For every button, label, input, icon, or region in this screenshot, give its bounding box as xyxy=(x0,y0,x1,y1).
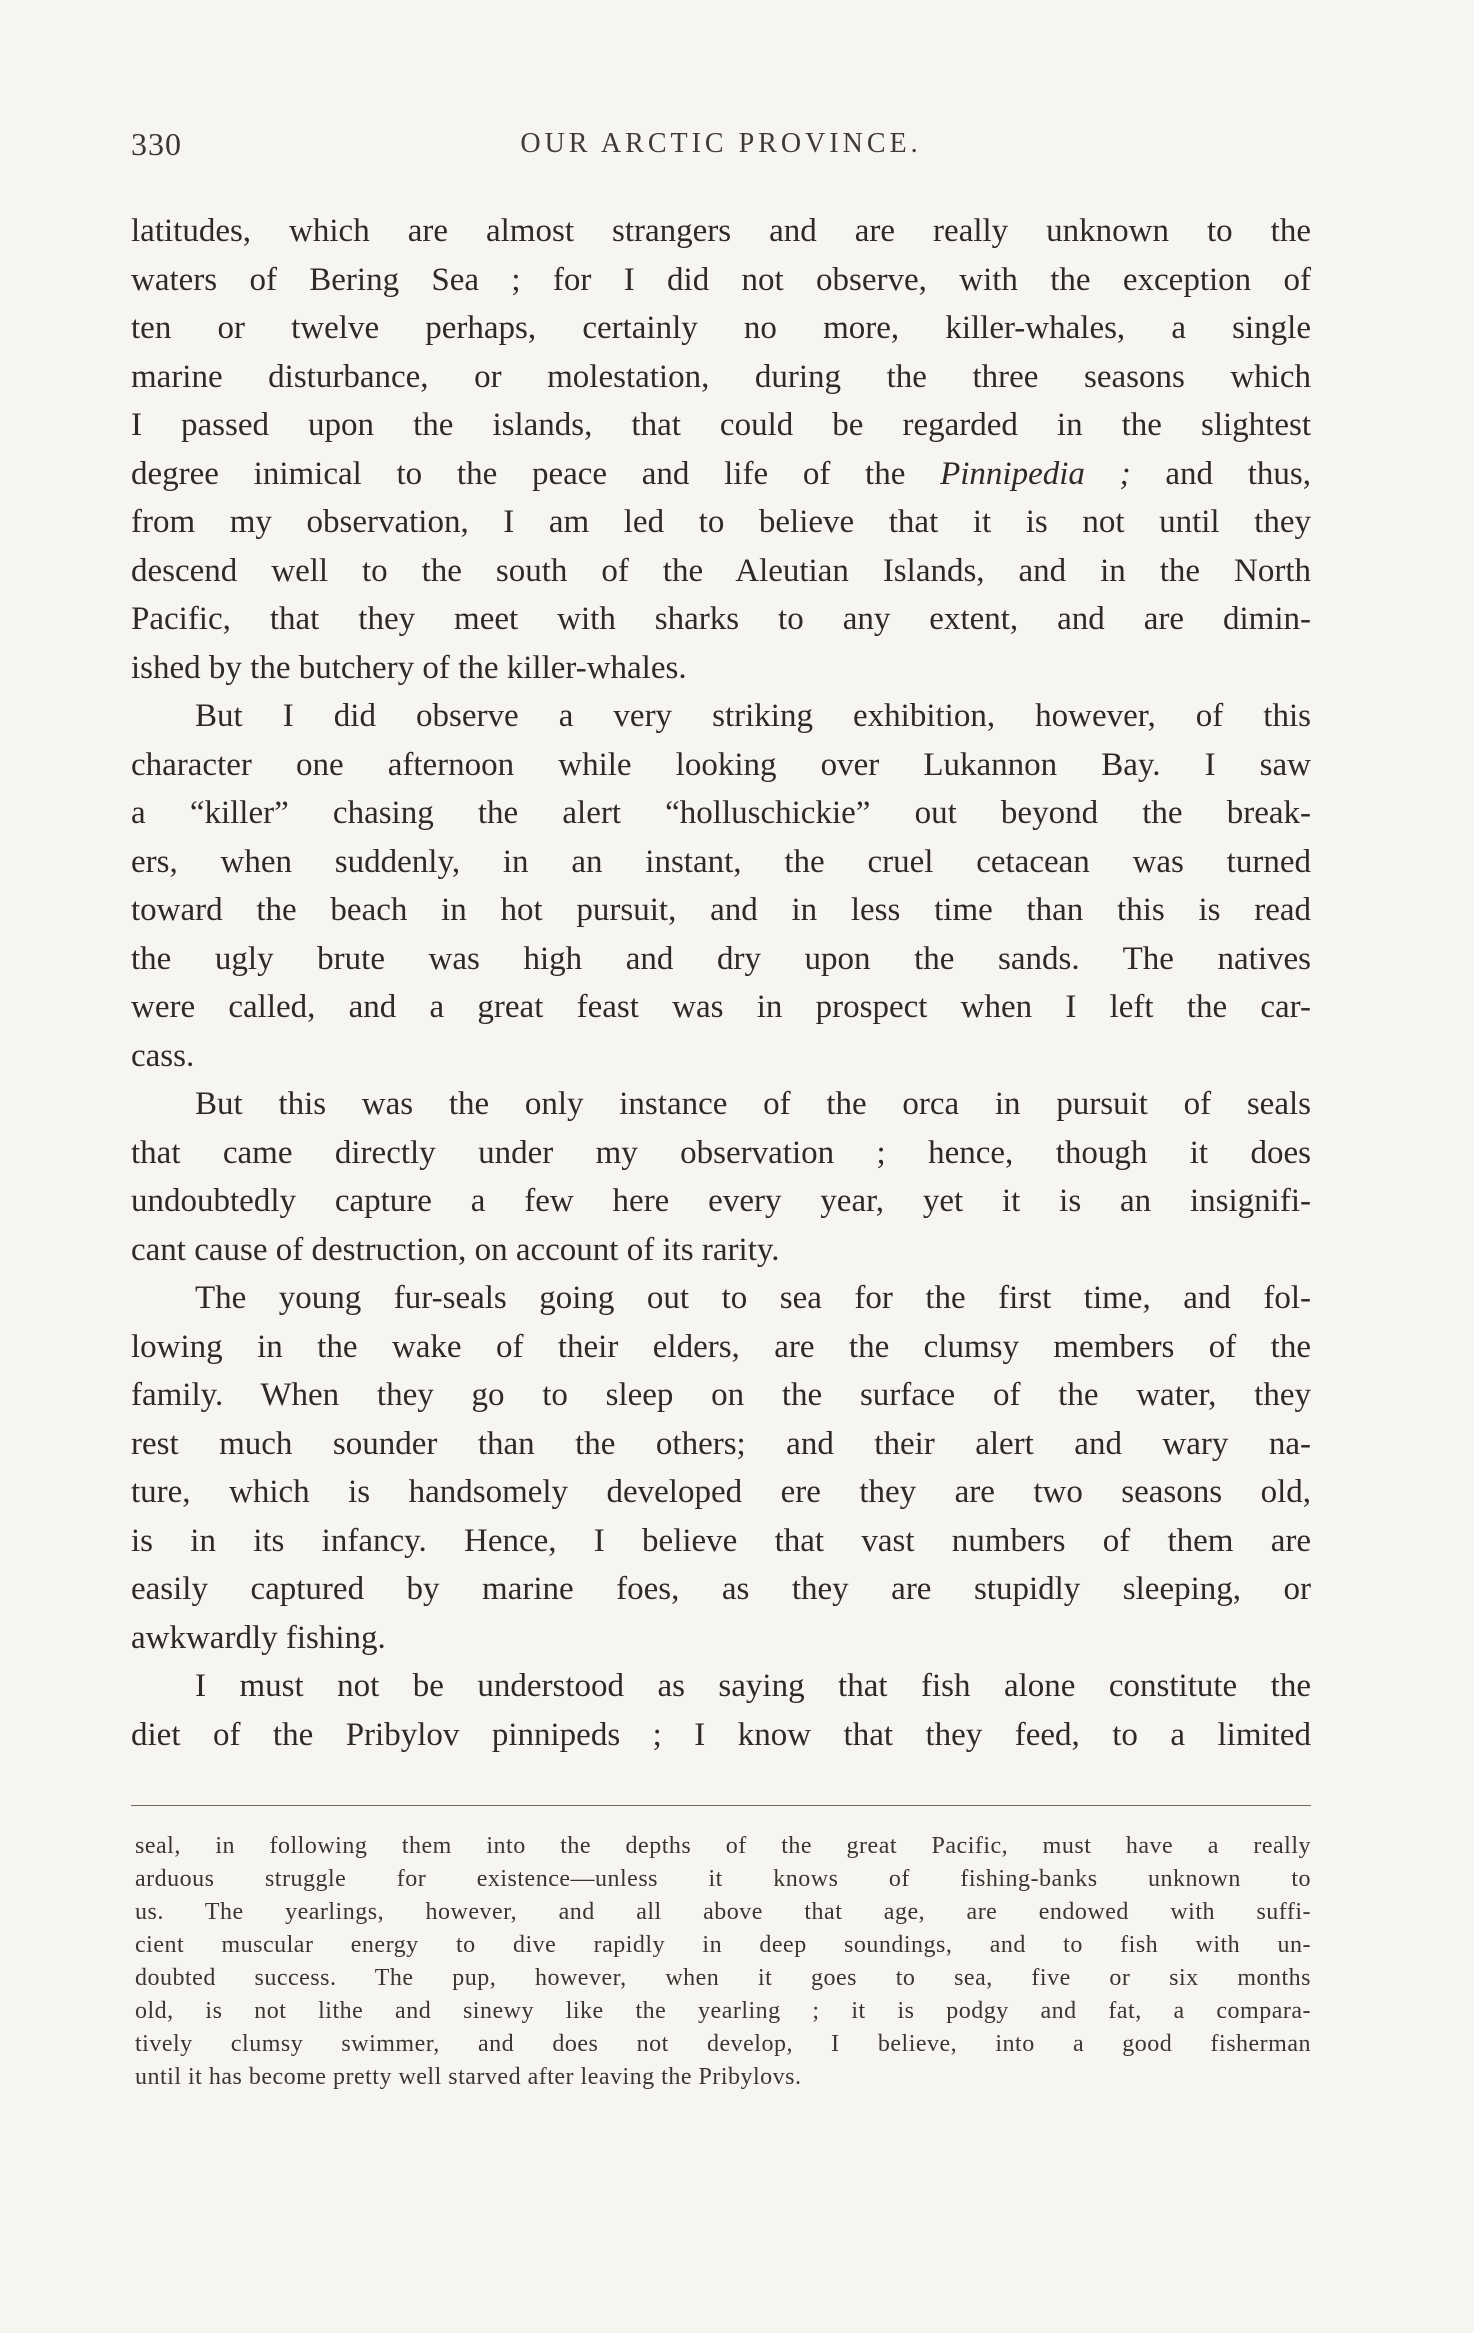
page-header xyxy=(131,126,1311,178)
text-line: is in its infancy. Hence, I believe that vast numbers of them are xyxy=(131,1522,1311,1559)
footnote-line: seal, in following them into the depths of the great Pacific, must have a really xyxy=(135,1833,1311,1859)
text-segment: and thus, xyxy=(1165,455,1311,492)
text-line: the ugly brute was high and dry upon the sands. The natives xyxy=(131,940,1311,977)
text-line: Pacific, that they meet with sharks to any extent, and are dimin- xyxy=(131,601,1311,637)
footnote-line: us. The yearlings, however, and all above that age, are endowed with suffi- xyxy=(135,1899,1311,1925)
text-line-with-italic xyxy=(131,450,1311,499)
paragraph-start: But I did observe a very striking exhibition, however, of this xyxy=(195,698,1311,734)
footnote-line: arduous struggle for existence—unless it knows of fishing-banks unknown to xyxy=(135,1866,1311,1892)
text-segment: degree inimical to the peace and life of the xyxy=(131,455,906,492)
text-line: easily captured by marine foes, as they are stupidly sleeping, or xyxy=(131,1571,1311,1607)
text-line: ture, which is handsomely developed ere they are two seasons old, xyxy=(131,1474,1311,1510)
text-line: undoubtedly capture a few here every year, yet it is an insignifi- xyxy=(131,1183,1311,1219)
text-line: lowing in the wake of their elders, are the clumsy members of the xyxy=(131,1328,1311,1365)
text-line: character one afternoon while looking over Lukannon Bay. I saw xyxy=(131,746,1311,783)
footnote-line: old, is not lithe and sinewy like the yearling ; it is podgy and fat, a compara- xyxy=(135,1998,1311,2024)
footnote-line: doubted success. The pup, however, when it goes to sea, five or six months xyxy=(135,1965,1311,1991)
footnote xyxy=(135,1830,1311,2094)
footnote-divider xyxy=(131,1805,1311,1806)
paragraph-start: The young fur-seals going out to sea for the first time, and fol- xyxy=(195,1280,1311,1316)
paragraph-start: I must not be understood as saying that fish alone constitute the xyxy=(195,1668,1311,1704)
text-line: I passed upon the islands, that could be regarded in the slightest xyxy=(131,407,1311,443)
text-line: awkwardly fishing. xyxy=(131,1619,386,1656)
text-line: rest much sounder than the others; and their alert and wary na- xyxy=(131,1425,1311,1462)
body-text xyxy=(131,207,1311,1759)
text-line: a “killer” chasing the alert “holluschickie” out beyond the break- xyxy=(131,795,1311,831)
footnote-line: cient muscular energy to dive rapidly in deep soundings, and to fish with un- xyxy=(135,1932,1311,1958)
text-line: latitudes, which are almost strangers and are really unknown to the xyxy=(131,213,1311,249)
text-line: cant cause of destruction, on account of its rarity. xyxy=(131,1231,780,1268)
text-line: from my observation, I am led to believe that it is not until they xyxy=(131,504,1311,540)
text-line: were called, and a great feast was in prospect when I left the car- xyxy=(131,989,1311,1025)
italic-term: Pinnipedia ; xyxy=(940,455,1131,492)
running-head: OUR ARCTIC PROVINCE. xyxy=(520,128,922,159)
text-line: marine disturbance, or molestation, during the three seasons which xyxy=(131,358,1311,395)
footnote-line: tively clumsy swimmer, and does not develop, I believe, into a good fisherman xyxy=(135,2031,1311,2057)
text-line: that came directly under my observation ; hence, though it does xyxy=(131,1134,1311,1171)
text-line: ished by the butchery of the killer-whales. xyxy=(131,649,687,686)
text-line: cass. xyxy=(131,1037,195,1074)
text-line: descend well to the south of the Aleutian Islands, and in the North xyxy=(131,552,1311,589)
text-line: family. When they go to sleep on the surface of the water, they xyxy=(131,1377,1311,1413)
footnote-line: until it has become pretty well starved after leaving the Pribylovs. xyxy=(135,2064,802,2090)
paragraph-start: But this was the only instance of the orca in pursuit of seals xyxy=(195,1086,1311,1122)
text-line: ten or twelve perhaps, certainly no more, killer-whales, a single xyxy=(131,310,1311,346)
text-line: ers, when suddenly, in an instant, the cruel cetacean was turned xyxy=(131,843,1311,880)
text-line: diet of the Pribylov pinnipeds ; I know that they feed, to a limited xyxy=(131,1716,1311,1753)
text-line: waters of Bering Sea ; for I did not observe, with the exception of xyxy=(131,261,1311,298)
text-line: toward the beach in hot pursuit, and in less time than this is read xyxy=(131,892,1311,928)
page-number: 330 xyxy=(131,126,182,162)
